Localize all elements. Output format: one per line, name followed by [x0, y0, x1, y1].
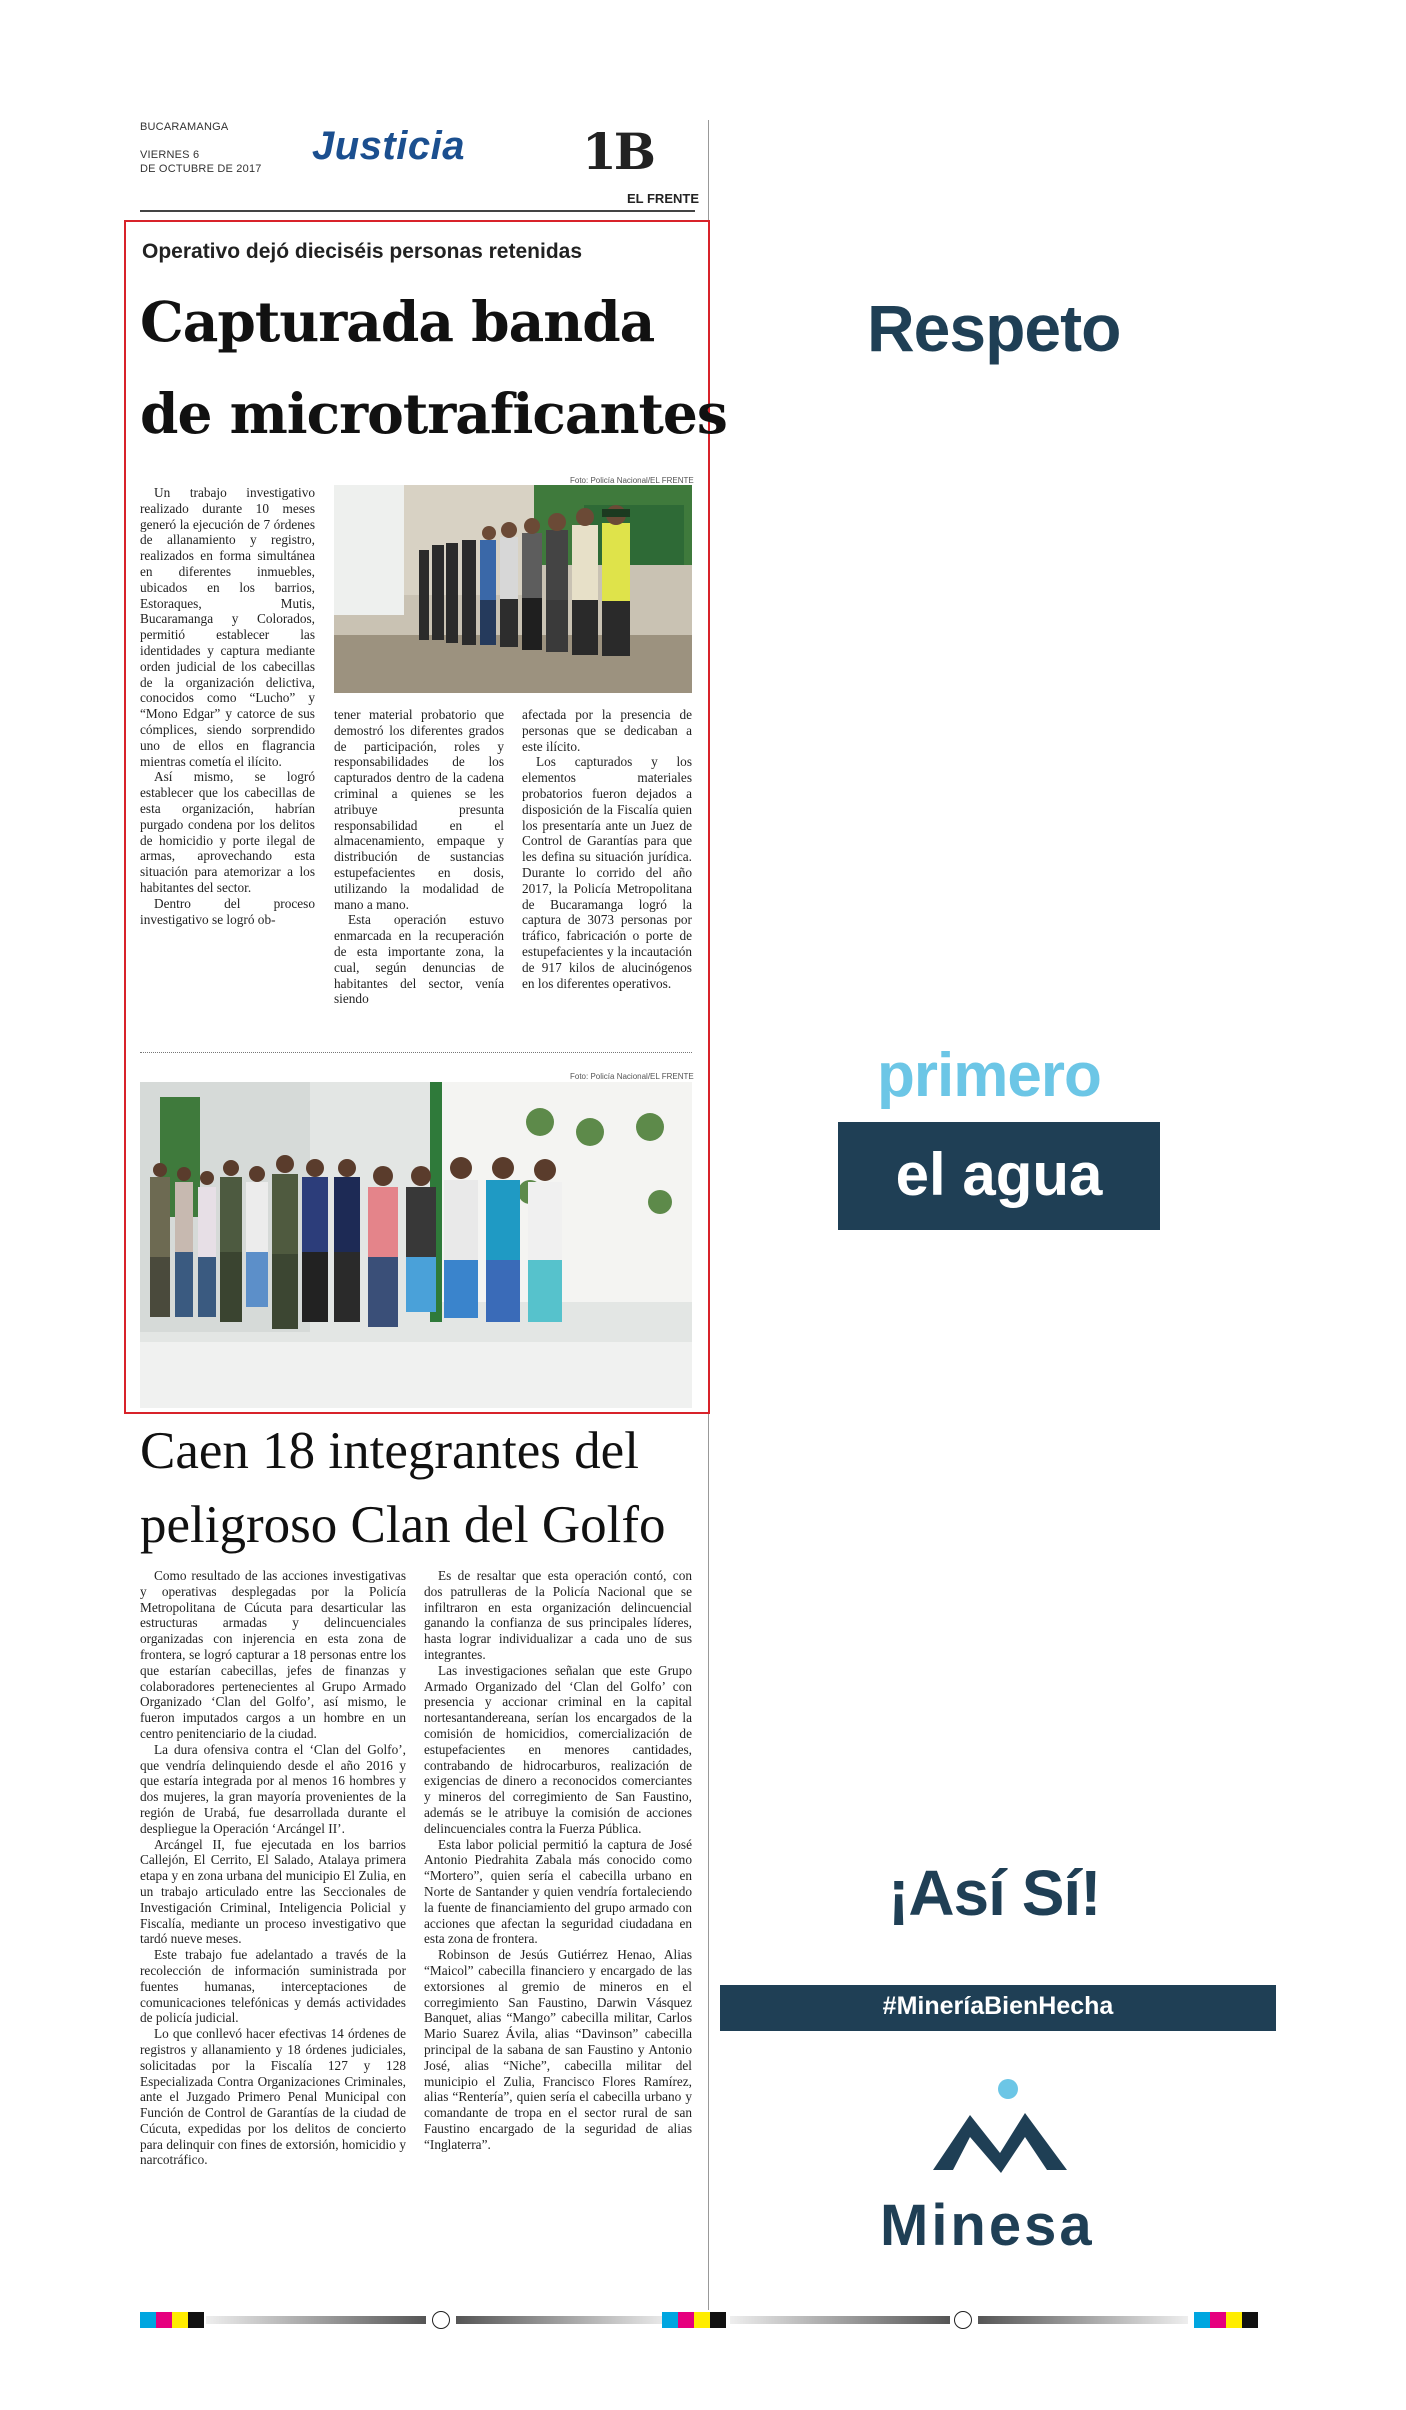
- story2-col1-p4: Este trabajo fue adelantado a través de la recolección de información suministrada por fuentes humanas, interceptaciones de comunicaciones telefónicas y demás actividades de policía judicial.: [140, 1947, 406, 2026]
- story1-col1-p1: Un trabajo investigativo realizado durante 10 meses generó la ejecución de 7 órdenes de allanamiento y registro, realizados en forma simultánea en diferentes inmuebles, ubicados en los barrios, Estoraques, Mutis, Bucaramanga y Colorados, permitió establecer las identidades y captura mediante orden judicial de los cabecillas de la organización delictiva, conocidos como “Lucho” y “Mono Edgar” y catorce de sus cómplices, siendo sorprendido uno de ellos en flagrancia mientras cometía el ilícito.: [140, 485, 315, 769]
- header-city: BUCARAMANGA: [140, 121, 229, 133]
- story1-col3-p1: afectada por la presencia de personas que se dedicaban a este ilícito.: [522, 707, 692, 754]
- ad-minesa-logo-text: Minesa: [880, 2193, 1095, 2258]
- story1-col3-p2: Los capturados y los elementos materiales probatorios fueron dejados a disposición de la Fiscalía quien los presentaría ante un Juez de Control de Garantías para que les defina su situación jurídica. Durante lo corrido del año 2017, la Policía Metropolitana de Bucaramanga logró la captura de 3073 personas por tráfico, fabricación o porte de estupefacientes y la incautación de 917 kilos de alucinógenos en los diferentes operativos.: [522, 754, 692, 991]
- story2-col2-p1: Es de resaltar que esta operación contó, con dos patrulleras de la Policía Nacional que se infiltraron en esta organización delincuencial ganando la confianza de sus principales líderes, hasta lograr individualizar a cada uno de sus integrantes.: [424, 1568, 692, 1662]
- story2-col2-p4: Robinson de Jesús Gutiérrez Henao, Alias “Maicol” cabecilla financiero y encargado de las extorsiones al gremio de mineros en el corregimiento San Faustino, Darwin Vásquez Banquet, alias “Mango” cabecilla militar, Carlos Mario Suarez Ávila, alias “Davinson” cabecilla principal de la sabana de san Faustino y Antonio José, alias “Niche”, cabecilla militar del municipio el Zulia, Francisco Flores Ramírez, alias “Rentería”, quien sería el cabecilla urbano y comandante de tropa en el sector rural de san Faustino encargado de la seguridad de alias “Inglaterra”.: [424, 1947, 692, 2152]
- ad-primero-text: primero: [877, 1041, 1101, 1110]
- story1-headline-line1: Capturada banda: [140, 289, 655, 354]
- story2-col1-p1: Como resultado de las acciones investigativas y operativas desplegadas por la Policía Metropolitana de Cúcuta para desarticular las estructuras armadas y delincuenciales organizadas con injerencia en esta zona de frontera, se logró capturar a 18 personas entre los que estarían cabecillas, jefes de finanzas y colaboradores pertenecientes al Grupo Armado Organizado ‘Clan del Golfo’, así mismo, le fueron imputados cargos a un hombre en un centro penitenciario de la ciudad.: [140, 1568, 406, 1741]
- story1-col2-p2: Esta operación estuvo enmarcada en la recuperación de esta importante zona, la cual, según denuncias de habitantes del sector, venía siendo: [334, 912, 504, 1007]
- story-separator: [140, 1052, 692, 1053]
- ad-agua-box: [838, 1122, 1160, 1230]
- photo2-credit: Foto: Policía Nacional/EL FRENTE: [570, 1072, 694, 1081]
- print-registration-bar: [140, 2310, 1280, 2330]
- minesa-logo-icon: [925, 2075, 1075, 2185]
- ad-agua-text: el agua: [895, 1141, 1103, 1208]
- photo-detainees-line: [334, 485, 692, 693]
- header-date-line1: VIERNES 6: [140, 149, 200, 161]
- story2-column1: [140, 1568, 406, 2168]
- photo-clan-detainees: [140, 1082, 692, 1408]
- story2-headline-line2: peligroso Clan del Golfo: [140, 1496, 666, 1554]
- story1-column2: [334, 707, 504, 1007]
- story2-col2-p3: Esta labor policial permitió la captura de José Antonio Piedrahita Zabala más conocido como “Mortero”, quien sería el cabecilla urbano en Norte de Santander y quien vendría fortaleciendo la fuente de financiamiento del grupo armado con acciones que afectan la seguridad ciudadana en esta zona de frontera.: [424, 1836, 692, 1947]
- story2-column2: [424, 1568, 692, 2152]
- ad-asi-si-text: ¡Así Sí!: [888, 1857, 1101, 1929]
- page-number: 1B: [582, 122, 654, 181]
- story1-column1: [140, 485, 315, 927]
- ad-hashtag-box: [720, 1985, 1276, 2031]
- story2-col1-p2: La dura ofensiva contra el ‘Clan del Golfo’, que vendría delinquiendo desde el año 2016 y que estaría integrada por al menos 16 hombres y dos mujeres, la gran mayoría provenientes de la región de Urabá, fue desarrollada durante el despliegue la Operación ‘Arcángel II’.: [140, 1741, 406, 1836]
- story2-col1-p3: Arcángel II, fue ejecutada en los barrios Callejón, El Cerrito, El Salado, Atalaya primera etapa y en zona urbana del municipio El Zulia, en un trabajo articulado entre las Seccionales de Investigación Criminal, Inteligencia Policial y Fiscalía, mediante un proceso investigativo que tardó nueve meses.: [140, 1836, 406, 1947]
- story1-column3: [522, 707, 692, 991]
- story1-col1-p2: Así mismo, se logró establecer que los cabecillas de esta organización, habrían purgado condena por los delitos de homicidio y porte ilegal de armas, aprovechando esta situación para atemorizar a los habitantes del sector.: [140, 769, 315, 895]
- photo1-credit: Foto: Policía Nacional/EL FRENTE: [570, 476, 694, 485]
- ad-hashtag-text: #MineríaBienHecha: [882, 1992, 1114, 2020]
- newspaper-brand: EL FRENTE: [627, 191, 699, 206]
- story1-col1-p3: Dentro del proceso investigativo se logró ob-: [140, 895, 315, 927]
- story1-headline-line2: de microtraficantes: [140, 381, 727, 446]
- header-date-line2: DE OCTUBRE DE 2017: [140, 163, 262, 175]
- section-title: Justicia: [312, 124, 465, 168]
- header-rule: [140, 210, 695, 212]
- story2-col1-p5: Lo que conllevó hacer efectivas 14 órdenes de registros y allanamiento y 18 órdenes judiciales, solicitadas por la Fiscalía 127 y 128 Especializada Contra Organizaciones Criminales, ante el Juzgado Primero Penal Municipal con Función de Control de Garantías de la ciudad de Cúcuta, expedidas por los delitos de concierto para delinquir con fines de extorsión, homicidio y narcotráfico.: [140, 2026, 406, 2168]
- story1-kicker: Operativo dejó dieciséis personas retenidas: [142, 240, 583, 263]
- story1-col2-p1: tener material probatorio que demostró los diferentes grados de participación, roles y responsabilidades de los capturados dentro de la cadena criminal a quienes se les atribuye presunta responsabilidad en el almacenamiento, empaque y distribución de sustancias estupefacientes en dosis, utilizando la modalidad de mano a mano.: [334, 707, 504, 912]
- story2-headline-line1: Caen 18 integrantes del: [140, 1422, 639, 1480]
- story2-col2-p2: Las investigaciones señalan que este Grupo Armado Organizado del ‘Clan del Golfo’ con presencia y accionar criminal en la capital nortesantandereana, serían los encargados de la comisión de homicidios, comercialización de estupefacientes en menores cantidades, contrabando de hidrocarburos, realización de exigencias de dinero a reconocidos comerciantes y mineros del corregimiento de San Faustino, además se le atribuye la comisión de acciones delincuenciales contra la Fuerza Pública.: [424, 1662, 692, 1836]
- ad-respeto-text: Respeto: [867, 291, 1121, 365]
